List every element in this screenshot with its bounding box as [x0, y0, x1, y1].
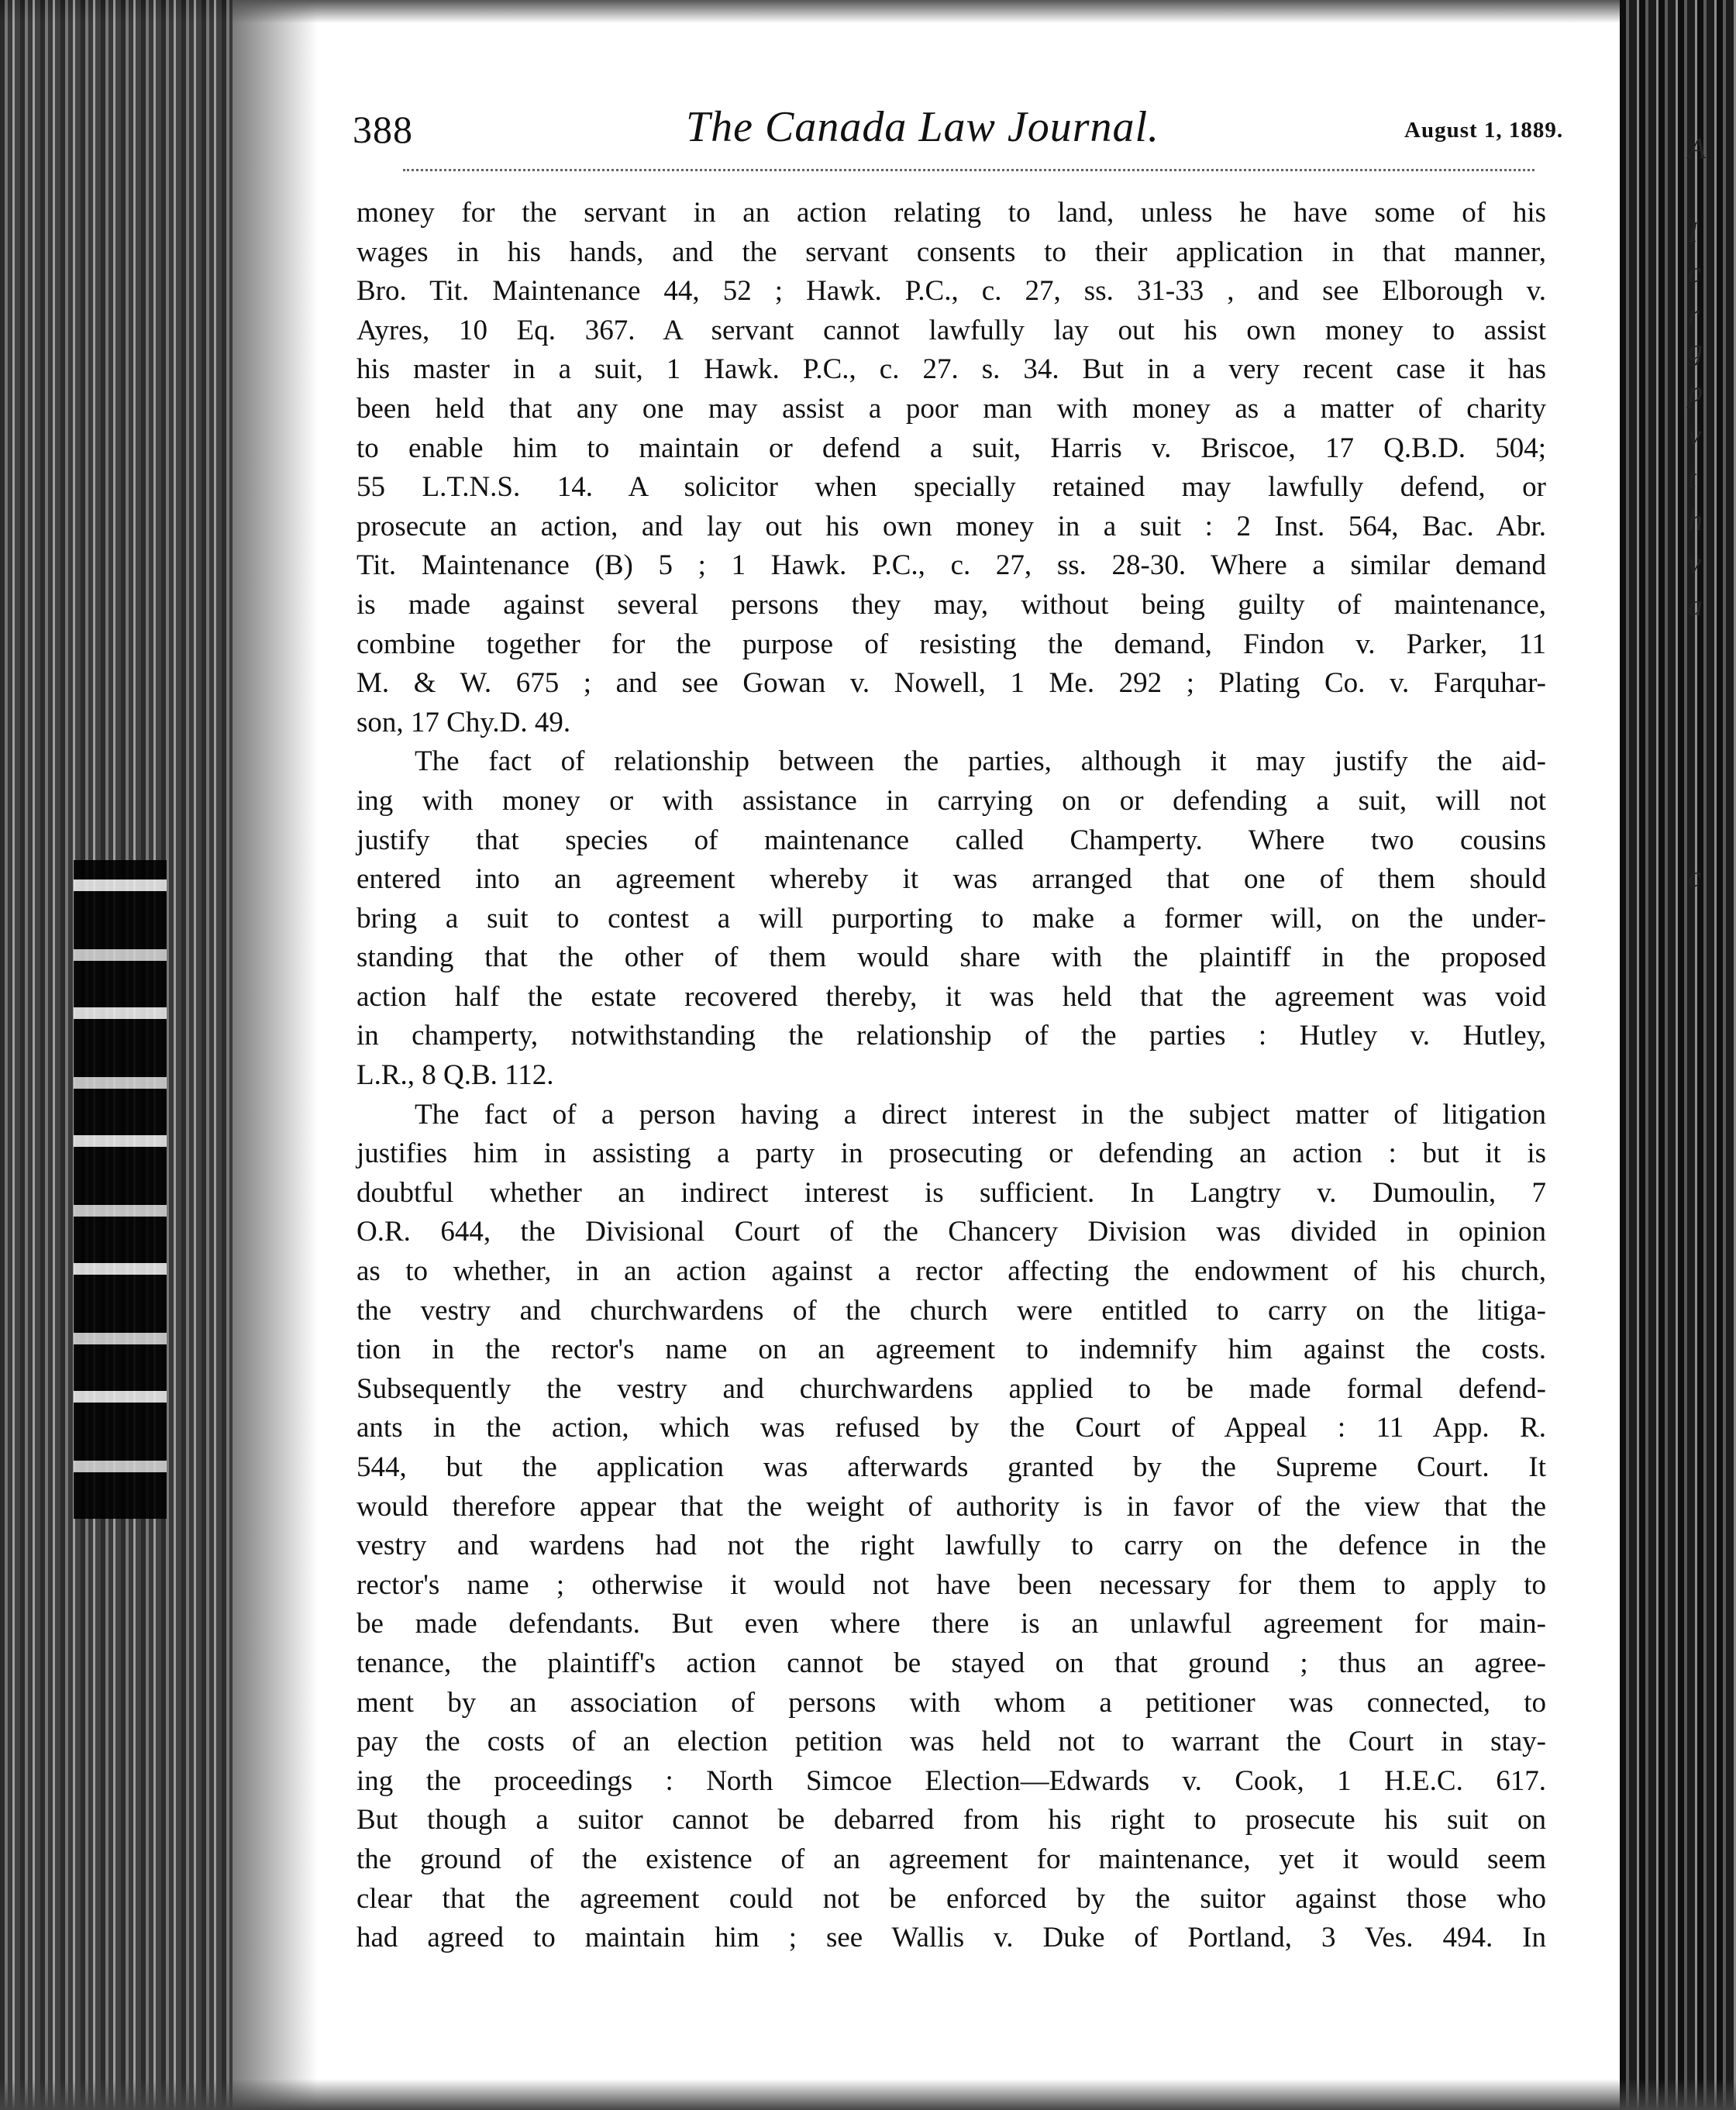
text-line: son, 17 Chy.D. 49. [356, 706, 571, 738]
margin-letter: c [1688, 256, 1701, 289]
text-line: is made against several persons they may, without being guilty of maintenance, [356, 588, 1546, 621]
text-line: ants in the action, which was refused by the Court of Appeal : 11 App. R. [356, 1412, 1546, 1444]
text-line: bring a suit to contest a will purporting to make a former will, on the under- [356, 902, 1546, 935]
issue-date: August 1, 1889. [1404, 118, 1564, 143]
text-line: standing that the other of them would share with the plaintiff in the proposed [356, 941, 1546, 974]
text-line: Ayres, 10 Eq. 367. A servant cannot lawfully lay out his own money to assist [356, 314, 1546, 346]
text-line: his master in a suit, 1 Hawk. P.C., c. 27. s. 34. But in a very recent case it has [356, 353, 1546, 386]
text-line: the ground of the existence of an agreement for maintenance, yet it would seem [356, 1843, 1546, 1875]
margin-letter: v [1688, 419, 1701, 452]
margin-letter: r [1688, 299, 1700, 332]
text-line: Tit. Maintenance (B) 5 ; 1 Hawk. P.C., c. 27, ss. 28-30. Where a similar demand [356, 549, 1546, 582]
text-line: 55 L.T.N.S. 14. A solicitor when specially retained may lawfully defend, or [356, 471, 1546, 504]
text-line: Subsequently the vestry and churchwardens applied to be made formal defend- [356, 1372, 1546, 1405]
scan-bottom-edge [0, 2079, 1736, 2110]
binding-shadow [232, 0, 318, 2110]
margin-letter: c [1688, 861, 1701, 893]
page-number: 388 [353, 108, 413, 151]
text-line: M. & W. 675 ; and see Gowan v. Nowell, 1 Me. 292 ; Plating Co. v. Farquhar- [356, 667, 1546, 700]
text-line: entered into an agreement whereby it was arranged that one of them should [356, 863, 1546, 896]
margin-letter: p [1688, 376, 1703, 408]
text-line: money for the servant in an action relating to land, unless he have some of his [356, 197, 1546, 229]
text-line: L.R., 8 Q.B. 112. [356, 1059, 554, 1092]
text-line: 544, but the application was afterwards granted by the Supreme Court. It [356, 1451, 1546, 1483]
text-line: prosecute an action, and lay out his own money in a suit : 2 Inst. 564, Bac. Abr. [356, 510, 1546, 542]
text-line: to enable him to maintain or defend a suit, Harris v. Briscoe, 17 Q.B.D. 504; [356, 432, 1546, 464]
text-line: tenance, the plaintiff's action cannot be stayed on that ground ; thus an agree- [356, 1647, 1546, 1679]
text-line: had agreed to maintain him ; see Wallis v. Duke of Portland, 3 Ves. 494. In [356, 1922, 1546, 1954]
margin-letter: a [1688, 590, 1703, 622]
text-line: been held that any one may assist a poor man with money as a matter of charity [356, 392, 1546, 425]
article-body [356, 194, 1546, 1958]
text-line: the vestry and churchwardens of the church were entitled to carry on the litiga- [356, 1294, 1546, 1327]
margin-letter: g [1688, 334, 1703, 367]
text-line: The fact of a person having a direct interest in the subject matter of litigation [415, 1098, 1546, 1131]
text-line: Bro. Tit. Maintenance 44, 52 ; Hawk. P.C., c. 27, ss. 31-33 , and see Elborough v. [356, 275, 1546, 308]
margin-letter: t [1688, 462, 1696, 494]
text-line: clear that the agreement could not be enforced by the suitor against those who [356, 1882, 1546, 1915]
margin-letter: A [1688, 133, 1707, 165]
text-line: rector's name ; otherwise it would not have been necessary for them to apply to [356, 1568, 1546, 1601]
margin-letter: I [1688, 216, 1698, 249]
text-line: action half the estate recovered thereby, it was held that the agreement was void [356, 980, 1546, 1013]
margin-letter: h [1688, 504, 1703, 537]
text-line: vestry and wardens had not the right lawfully to carry on the defence in the [356, 1530, 1546, 1562]
text-line: pay the costs of an election petition was held not to warrant the Court in stay- [356, 1726, 1546, 1758]
text-line: justify that species of maintenance called Champerty. Where two cousins [356, 824, 1546, 856]
text-line: as to whether, in an action against a rector affecting the endowment of his church, [356, 1255, 1546, 1288]
text-line: The fact of relationship between the parties, although it may justify the aid- [415, 745, 1546, 778]
journal-title: The Canada Law Journal. [686, 103, 1160, 151]
margin-letter: v [1688, 547, 1701, 580]
text-line: wages in his hands, and the servant consents to their application in that manner, [356, 236, 1546, 268]
text-line: be made defendants. But even where there is an unlawful agreement for main- [356, 1608, 1546, 1640]
text-line: O.R. 644, the Divisional Court of the Chancery Division was divided in opinion [356, 1216, 1546, 1248]
text-line: would therefore appear that the weight of authority is in favor of the view that the [356, 1490, 1546, 1523]
text-line: justifies him in assisting a party in prosecuting or defending an action : but it is [356, 1138, 1546, 1170]
header-rule [403, 169, 1534, 171]
spine-lettering-image [74, 860, 167, 1519]
text-line: But though a suitor cannot be debarred from his right to prosecute his suit on [356, 1804, 1546, 1836]
text-line: doubtful whether an indirect interest is sufficient. In Langtry v. Dumoulin, 7 [356, 1176, 1546, 1209]
text-line: ing with money or with assistance in carrying on or defending a suit, will not [356, 784, 1546, 817]
text-line: ing the proceedings : North Simcoe Election—Edwards v. Cook, 1 H.E.C. 617. [356, 1764, 1546, 1797]
text-line: combine together for the purpose of resisting the demand, Findon v. Parker, 11 [356, 628, 1546, 660]
text-line: ment by an association of persons with whom a petitioner was connected, to [356, 1686, 1546, 1719]
text-line: tion in the rector's name on an agreement to indemnify him against the costs. [356, 1334, 1546, 1366]
text-line: in champerty, notwithstanding the relationship of the parties : Hutley v. Hutley, [356, 1020, 1546, 1052]
